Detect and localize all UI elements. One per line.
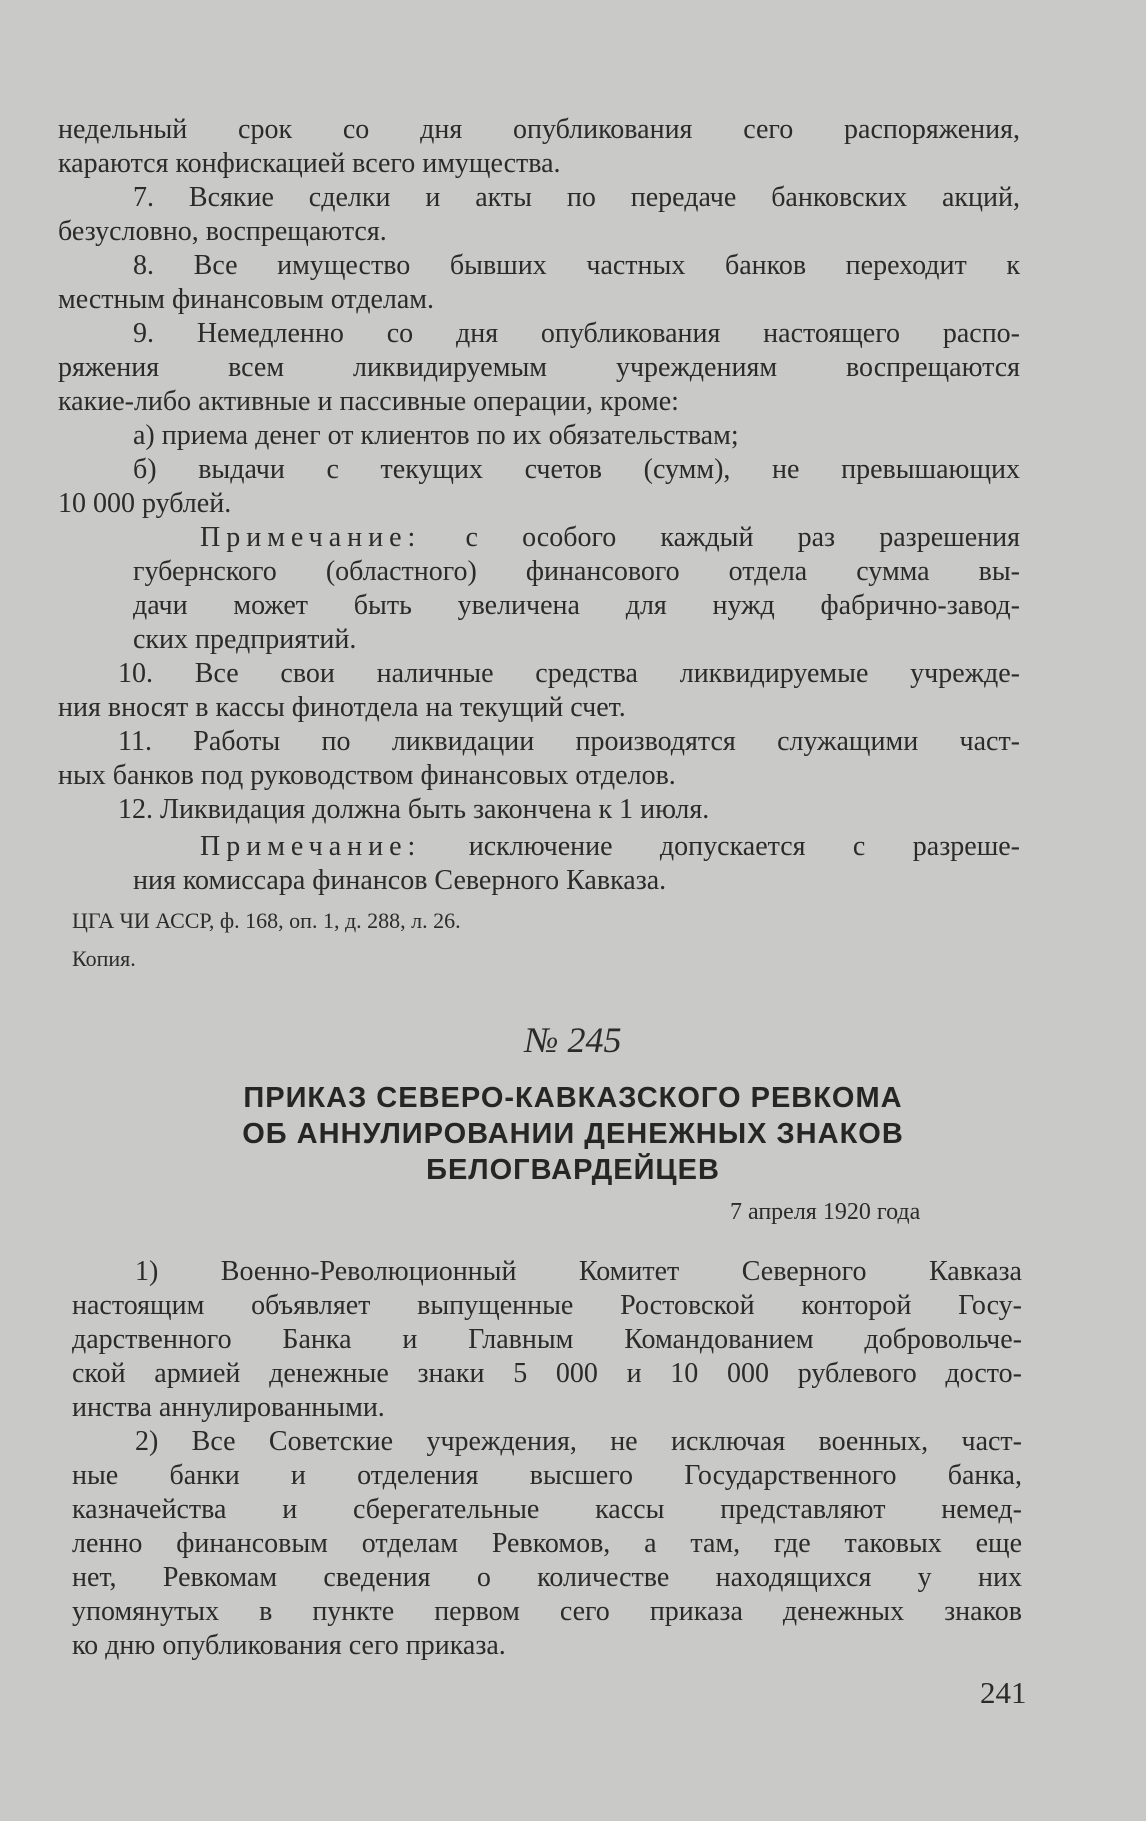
- text-line: ряжения всем ликвидируемым учреждениям воспрещаются: [58, 352, 1020, 383]
- text-line: недельный срок со дня опубликования сего распоряжения,: [58, 114, 1020, 145]
- note-label: Примечание:: [200, 831, 422, 862]
- copy-note: Копия.: [72, 946, 136, 971]
- paragraph-11: 11. Работы по ликвидации производятся служащими част-: [118, 726, 1020, 757]
- note-line: губернского (областного) финансового отдела сумма вы-: [133, 556, 1020, 587]
- text-line: ния вносят в кассы финотдела на текущий счет.: [58, 692, 626, 723]
- paragraph-10: 10. Все свои наличные средства ликвидируемые учрежде-: [118, 658, 1020, 689]
- paragraph-8: 8. Все имущество бывших частных банков переходит к: [133, 250, 1020, 281]
- text-line: ные банки и отделения высшего Государственного банка,: [72, 1460, 1022, 1491]
- note-line: ских предприятий.: [133, 624, 357, 655]
- text-line: дарственного Банка и Главным Командованием добровольче-: [72, 1324, 1022, 1355]
- document-date: 7 апреля 1920 года: [730, 1199, 921, 1225]
- text-line: какие-либо активные и пассивные операции, кроме:: [58, 386, 679, 417]
- text-line: инства аннулированными.: [72, 1392, 385, 1423]
- note-line: ния комиссара финансов Северного Кавказа.: [133, 865, 667, 896]
- text-line: упомянутых в пункте первом сего приказа денежных знаков: [72, 1596, 1022, 1627]
- paragraph-2: 2) Все Советские учреждения, не исключая военных, част-: [135, 1426, 1022, 1457]
- text-line: ко дню опубликования сего приказа.: [72, 1630, 506, 1661]
- text-line: караются конфискацией всего имущества.: [58, 148, 561, 179]
- paragraph-7: 7. Всякие сделки и акты по передаче банковских акций,: [133, 182, 1020, 213]
- text-line: ской армией денежные знаки 5 000 и 10 000 рублевого досто-: [72, 1358, 1022, 1389]
- archive-reference: ЦГА ЧИ АССР, ф. 168, оп. 1, д. 288, л. 26.: [72, 908, 461, 933]
- note-text: исключение допускается с разреше-: [468, 831, 1020, 862]
- paragraph-1: 1) Военно-Революционный Комитет Северного Кавказа: [135, 1256, 1022, 1287]
- text-line: настоящим объявляет выпущенные Ростовской конторой Госу-: [72, 1290, 1022, 1321]
- page-number: 241: [980, 1675, 1027, 1710]
- note-line: [200, 521, 1020, 555]
- text-line: ленно финансовым отделам Ревкомов, а там, где таковых еще: [72, 1528, 1022, 1559]
- note-line: дачи может быть увеличена для нужд фабрично-завод-: [133, 590, 1020, 621]
- text-line: нет, Ревкомам сведения о количестве находящихся у них: [72, 1562, 1022, 1593]
- note-label: Примечание:: [200, 522, 422, 553]
- note-text: с особого каждый раз разрешения: [465, 522, 1021, 553]
- text-line: казначейства и сберегательные кассы представляют немед-: [72, 1494, 1022, 1525]
- text-line: 10 000 рублей.: [58, 488, 232, 519]
- document-title-line: БЕЛОГВАРДЕЙЦЕВ: [426, 1154, 720, 1186]
- list-item-a: а) приема денег от клиентов по их обязательствам;: [133, 420, 739, 451]
- text-line: местным финансовым отделам.: [58, 284, 435, 315]
- text-line: ных банков под руководством финансовых отделов.: [58, 760, 676, 791]
- note-line: [200, 830, 1020, 864]
- document-title-line: ПРИКАЗ СЕВЕРО-КАВКАЗСКОГО РЕВКОМА: [243, 1082, 903, 1114]
- text-line: безусловно, воспрещаются.: [58, 216, 387, 247]
- document-number: № 245: [524, 1020, 622, 1060]
- document-title-line: ОБ АННУЛИРОВАНИИ ДЕНЕЖНЫХ ЗНАКОВ: [242, 1118, 904, 1150]
- list-item-b: б) выдачи с текущих счетов (сумм), не превышающих: [133, 454, 1020, 485]
- paragraph-9: 9. Немедленно со дня опубликования настоящего распо-: [133, 318, 1020, 349]
- paragraph-12: 12. Ликвидация должна быть закончена к 1 июля.: [118, 794, 710, 825]
